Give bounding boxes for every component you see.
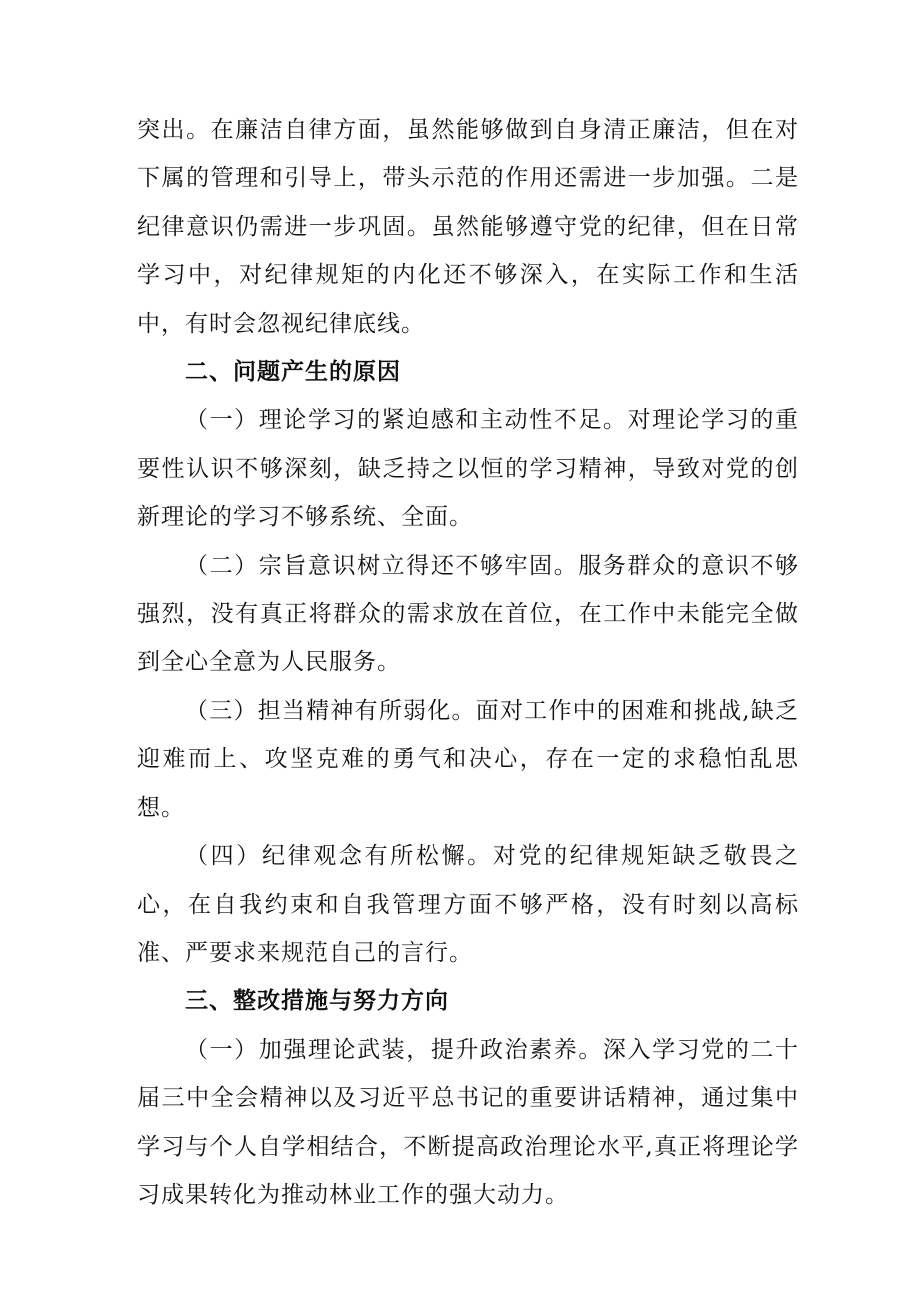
paragraph-reason-4: （四）纪律观念有所松懈。对党的纪律规矩缺乏敬畏之心，在自我约束和自我管理方面不够严格，没有时刻以高标准、严要求来规范自己的言行。	[137, 843, 799, 966]
section-heading-3: 三、整改措施与努力方向	[185, 988, 449, 1015]
paragraph-continued: 突出。在廉洁自律方面，虽然能够做到自身清正廉洁，但在对下属的管理和引导上，带头示范的作用还需进一步加强。二是纪律意识仍需进一步巩固。虽然能够遵守党的纪律，但在日常学习中，对纪律规矩的内化还不够深入，在实际工作和生活中，有时会忽视纪律底线。	[137, 117, 799, 337]
paragraph-reason-1: （一）理论学习的紧迫感和主动性不足。对理论学习的重要性认识不够深刻，缺乏持之以恒的学习精神，导致对党的创新理论的学习不够系统、全面。	[137, 407, 799, 531]
section-heading-2: 二、问题产生的原因	[185, 359, 401, 386]
document-body	[137, 106, 799, 1219]
paragraph-reason-2: （二）宗旨意识树立得还不够牢固。服务群众的意识不够强烈，没有真正将群众的需求放在首位，在工作中未能完全做到全心全意为人民服务。	[137, 552, 799, 676]
paragraph-measure-1: （一）加强理论武装，提升政治素养。深入学习党的二十届三中全会精神以及习近平总书记的重要讲话精神，通过集中学习与个人自学相结合，不断提高政治理论水平,真正将理论学习成果转化为推动林业工作的强大动力。	[137, 1036, 799, 1208]
paragraph-reason-3: （三）担当精神有所弱化。面对工作中的困难和挑战,缺乏迎难而上、攻坚克难的勇气和决心，存在一定的求稳怕乱思想。	[137, 697, 799, 821]
